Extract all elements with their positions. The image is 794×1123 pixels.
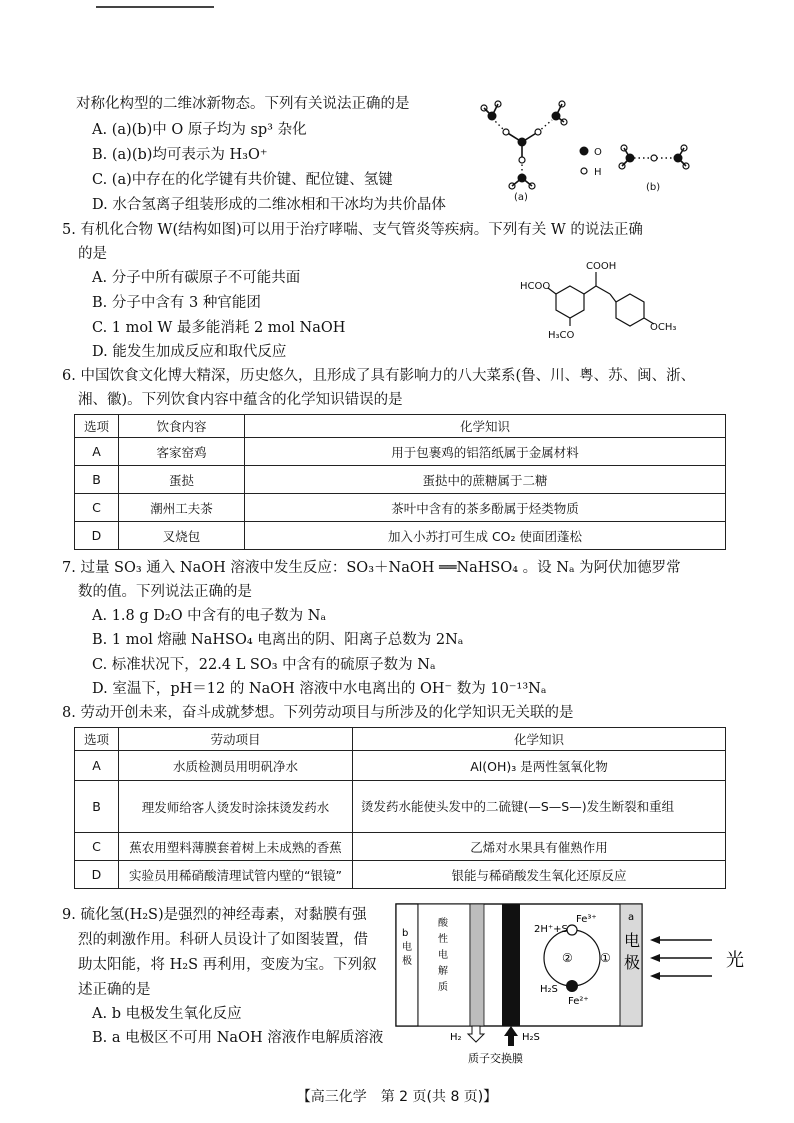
header-content: 饮食内容	[119, 415, 245, 438]
q7-stem-1: 7. 过量 SO₃ 通入 NaOH 溶液中发生反应：SO₃＋NaOH ══NaHSO₄ 。设 Nₐ 为阿伏加德罗常	[62, 560, 681, 576]
q4-option-a: A. (a)(b)中 O 原子均为 sp³ 杂化	[92, 122, 307, 138]
q8-table	[74, 727, 726, 889]
cell-option: B	[75, 781, 119, 833]
h2s-inner: H₂S	[540, 984, 558, 995]
cell-content: 潮州工夫茶	[119, 494, 245, 522]
legend-h-icon	[581, 168, 587, 174]
q9-cell-diagram	[392, 896, 764, 1068]
cell-knowledge: Al(OH)₃ 是两性氢氧化物	[353, 751, 726, 781]
q5-option-d: D. 能发生加成反应和取代反应	[92, 344, 287, 360]
header-project: 劳动项目	[119, 728, 353, 751]
q5-stem-1: 5. 有机化合物 W(结构如图)可以用于治疗哮喘、支气管炎等疾病。下列有关 W 的说法正确	[62, 222, 643, 238]
q6-table	[74, 414, 726, 550]
q7-option-b: B. 1 mol 熔融 NaHSO₄ 电离出的阴、阳离子总数为 2Nₐ	[92, 632, 464, 648]
q5-stem-2: 的是	[78, 246, 107, 262]
q9-option-a: A. b 电极发生氧化反应	[92, 1006, 242, 1022]
q6-stem-1: 6. 中国饮食文化博大精深，历史悠久，且形成了具有影响力的八大菜系(鲁、川、粤、苏、闽、浙、	[62, 368, 696, 384]
table-row	[75, 861, 726, 889]
cell-option: A	[75, 751, 119, 781]
cell-project: 实验员用稀硝酸清理试管内壁的“银镜”	[119, 861, 353, 889]
q7-option-c: C. 标准状况下，22.4 L SO₃ 中含有的硫原子数为 Nₐ	[92, 657, 436, 673]
q9-stem-1: 9. 硫化氢(H₂S)是强烈的神经毒素，对黏膜有强	[62, 907, 367, 923]
cell-project: 水质检测员用明矾净水	[119, 751, 353, 781]
a-letter: a	[628, 912, 635, 923]
legend-o: O	[594, 147, 602, 158]
table-row	[75, 494, 726, 522]
cell-content: 叉烧包	[119, 522, 245, 550]
struct-och3: OCH₃	[650, 322, 677, 333]
a-electrode-label: 电极	[624, 931, 641, 972]
cell-project: 蕉农用塑料薄膜套着树上未成熟的香蕉	[119, 833, 353, 861]
label-a: (a)	[514, 192, 528, 203]
cell-knowledge: 银能与稀硝酸发生氧化还原反应	[353, 861, 726, 889]
struct-hcoo: HCOO	[520, 281, 551, 292]
cell-content: 客家窑鸡	[119, 438, 245, 466]
reaction-product: 2H⁺+S	[534, 924, 568, 935]
page-footer: 【高三化学 第 2 页(共 8 页)】	[296, 1089, 498, 1105]
cell-option: C	[75, 494, 119, 522]
fe2-node	[566, 980, 578, 992]
fe2-label: Fe²⁺	[568, 996, 589, 1007]
q7-stem-2: 数的值。下列说法正确的是	[78, 584, 252, 600]
step-1: ①	[600, 951, 611, 965]
b-electrode-label: b 电极	[402, 928, 412, 967]
h2-out-label: H₂	[450, 1032, 462, 1043]
q4-molecule-figure	[470, 90, 710, 205]
top-rule	[96, 6, 214, 8]
cell-option: B	[75, 466, 119, 494]
q9-stem-4: 述正确的是	[78, 982, 151, 998]
h2-out-arrow	[468, 1026, 484, 1042]
table-row	[75, 833, 726, 861]
q5-option-b: B. 分子中含有 3 种官能团	[92, 295, 261, 311]
h2s-in-label: H₂S	[522, 1032, 540, 1043]
cell-content: 蛋挞	[119, 466, 245, 494]
h2s-in-arrow	[504, 1026, 518, 1046]
table-row	[75, 438, 726, 466]
table-header	[75, 728, 726, 751]
cell-option: A	[75, 438, 119, 466]
cell-knowledge: 茶叶中含有的茶多酚属于烃类物质	[245, 494, 726, 522]
q5-option-c: C. 1 mol W 最多能消耗 2 mol NaOH	[92, 320, 346, 336]
cell-project: 理发师给客人烫发时涂抹烫发药水	[119, 781, 353, 833]
header-option: 选项	[75, 728, 119, 751]
electrolyte-label: 酸性电解质	[438, 918, 448, 993]
cell-option: D	[75, 861, 119, 889]
header-knowledge: 化学知识	[353, 728, 726, 751]
table-row	[75, 466, 726, 494]
q4-option-d: D. 水合氢离子组装形成的二维冰相和干冰均为共价晶体	[92, 197, 446, 213]
q9-option-b: B. a 电极区不可用 NaOH 溶液作电解质溶液	[92, 1030, 384, 1046]
q4-stem: 对称化构型的二维冰新物态。下列有关说法正确的是	[76, 96, 410, 112]
q7-option-a: A. 1.8 g D₂O 中含有的电子数为 Nₐ	[92, 608, 327, 624]
table-row	[75, 522, 726, 550]
light-label: 光	[726, 950, 744, 971]
fe3-label: Fe³⁺	[576, 914, 597, 925]
cell-knowledge: 加入小苏打可生成 CO₂ 使面团蓬松	[245, 522, 726, 550]
proton-membrane	[502, 904, 520, 1026]
q7-option-d: D. 室温下，pH＝12 的 NaOH 溶液中水电离出的 OH⁻ 数为 10⁻¹³Nₐ	[92, 681, 547, 697]
struct-h3co: H₃CO	[548, 330, 575, 341]
label-b: (b)	[646, 182, 661, 193]
q9-stem-3: 助太阳能，将 H₂S 再利用，变废为宝。下列叙	[78, 957, 377, 973]
table-row	[75, 751, 726, 781]
q4-option-c: C. (a)中存在的化学键有共价键、配位键、氢键	[92, 172, 393, 188]
cell-knowledge: 用于包裹鸡的铝箔纸属于金属材料	[245, 438, 726, 466]
q4-option-b: B. (a)(b)均可表示为 H₃O⁺	[92, 147, 268, 163]
cell-option: D	[75, 522, 119, 550]
membrane-label: 质子交换膜	[468, 1052, 523, 1065]
structure-b	[619, 145, 689, 169]
q5-structure-figure	[518, 258, 693, 346]
q9-stem-2: 烈的刺激作用。科研人员设计了如图装置，借	[78, 932, 368, 948]
header-option: 选项	[75, 415, 119, 438]
cell-knowledge: 乙烯对水果具有催熟作用	[353, 833, 726, 861]
cell-knowledge: 蛋挞中的蔗糖属于二糖	[245, 466, 726, 494]
fe3-node	[567, 925, 577, 935]
structure-a	[481, 101, 567, 189]
cell-option: C	[75, 833, 119, 861]
cell-knowledge: 烫发药水能使头发中的二硫键(—S—S—)发生断裂和重组	[353, 781, 726, 833]
step-2: ②	[562, 951, 573, 965]
q8-stem: 8. 劳动开创未来，奋斗成就梦想。下列劳动项目与所涉及的化学知识无关联的是	[62, 705, 574, 721]
legend-o-icon	[580, 147, 589, 156]
table-header	[75, 415, 726, 438]
q5-option-a: A. 分子中所有碳原子不可能共面	[92, 270, 301, 286]
legend-h: H	[594, 167, 602, 178]
q6-stem-2: 湘、徽)。下列饮食内容中蕴含的化学知识错误的是	[78, 392, 403, 408]
table-row	[75, 781, 726, 833]
struct-cooh: COOH	[586, 261, 617, 272]
header-knowledge: 化学知识	[245, 415, 726, 438]
